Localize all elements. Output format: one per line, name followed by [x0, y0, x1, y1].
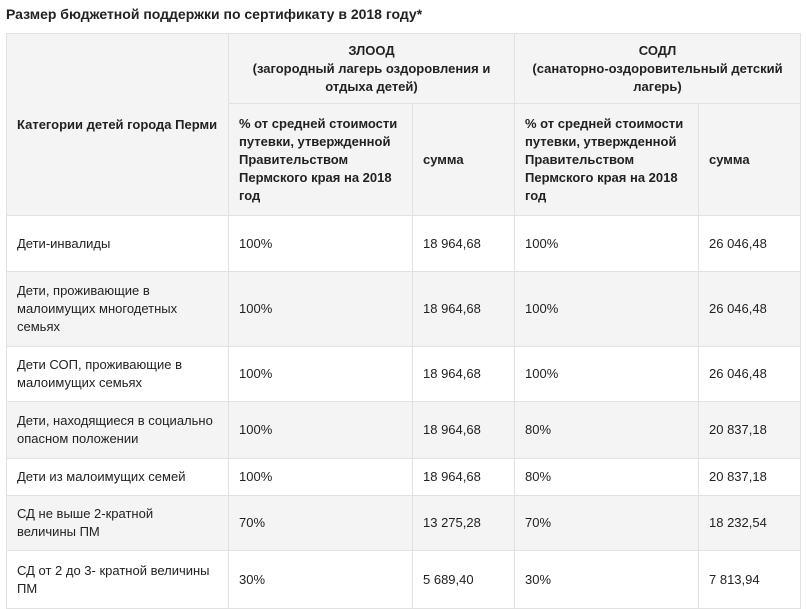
zlood-percent-cell: 100% [229, 459, 413, 496]
zlood-percent-cell: 70% [229, 496, 413, 551]
zlood-sum-cell: 18 964,68 [413, 272, 515, 347]
sodl-sum-cell: 26 046,48 [699, 272, 801, 347]
sodl-percent-cell: 70% [515, 496, 699, 551]
sodl-sum-cell: 20 837,18 [699, 402, 801, 459]
zlood-sum-cell: 18 964,68 [413, 402, 515, 459]
row-category-cell [7, 459, 229, 496]
category-column-header: Категории детей города Перми [7, 34, 229, 216]
table-row [7, 551, 801, 609]
zlood-percent-cell: 100% [229, 347, 413, 402]
zlood-percent-cell: 100% [229, 402, 413, 459]
sodl-percent-cell: 80% [515, 402, 699, 459]
row-category-cell [7, 402, 229, 459]
percent-header-line: год [239, 187, 261, 203]
row-category-line: малоимущих многодетных [17, 301, 178, 316]
percent-header-line: путевки, утвержденной [525, 133, 677, 149]
row-category-line: СД от 2 до 3- кратной величины [17, 562, 210, 578]
sodl-percent-header [515, 104, 699, 216]
zlood-sum-header: сумма [413, 104, 515, 216]
row-category-line: Дети-инвалиды [17, 235, 111, 251]
zlood-percent-cell: 100% [229, 216, 413, 272]
row-category-cell [7, 347, 229, 402]
sodl-percent-cell: 100% [515, 272, 699, 347]
percent-header-line: Пермского края на 2018 [525, 169, 678, 185]
zlood-percent-cell: 30% [229, 551, 413, 609]
row-category-line: опасном положении [17, 431, 139, 446]
zlood-percent-header [229, 104, 413, 216]
sodl-percent-cell: 100% [515, 216, 699, 272]
row-category-line: семьях [17, 319, 60, 334]
zlood-sum-cell: 18 964,68 [413, 459, 515, 496]
sodl-sum-cell: 18 232,54 [699, 496, 801, 551]
row-category-line: малоимущих семьях [17, 375, 143, 390]
table-row [7, 402, 801, 459]
sodl-group-name: СОДЛ [638, 42, 677, 58]
table-body [7, 216, 801, 609]
row-category-cell [7, 216, 229, 272]
sodl-sum-cell: 26 046,48 [699, 216, 801, 272]
sodl-percent-cell: 100% [515, 347, 699, 402]
percent-header-line: Пермского края на 2018 [239, 169, 392, 185]
row-category-line: ПМ [17, 580, 38, 596]
zlood-group-header [229, 34, 515, 104]
sodl-sum-header: сумма [699, 104, 801, 216]
row-category-line: Дети, проживающие в [17, 283, 150, 298]
sodl-sum-cell: 20 837,18 [699, 459, 801, 496]
sodl-percent-cell: 30% [515, 551, 699, 609]
percent-header-line: % от средней стоимости [525, 115, 684, 131]
row-category-cell [7, 272, 229, 347]
zlood-group-desc-line: (загородный лагерь оздоровления и [252, 60, 491, 76]
table-row [7, 272, 801, 347]
sodl-percent-cell: 80% [515, 459, 699, 496]
zlood-sum-cell: 5 689,40 [413, 551, 515, 609]
row-category-cell [7, 551, 229, 609]
zlood-group-name: ЗЛООД [348, 42, 395, 58]
row-category-line: величины ПМ [17, 524, 100, 539]
row-category-line: Дети из малоимущих семей [17, 469, 186, 484]
percent-header-line: путевки, утвержденной [239, 133, 391, 149]
percent-header-line: Правительством [239, 151, 349, 167]
row-category-line: Дети, находящиеся в социально [17, 413, 213, 428]
table-row [7, 347, 801, 402]
zlood-percent-cell: 100% [229, 272, 413, 347]
zlood-sum-cell: 18 964,68 [413, 216, 515, 272]
sodl-sum-cell: 26 046,48 [699, 347, 801, 402]
page-title: Размер бюджетной поддержки по сертификату в 2018 году* [6, 6, 423, 22]
zlood-group-desc-line: отдыха детей) [325, 78, 418, 94]
row-category-line: СД не выше 2-кратной [17, 506, 154, 521]
percent-header-line: % от средней стоимости [239, 115, 398, 131]
zlood-sum-cell: 13 275,28 [413, 496, 515, 551]
sodl-sum-cell: 7 813,94 [699, 551, 801, 609]
percent-header-line: год [525, 187, 547, 203]
percent-header-line: Правительством [525, 151, 635, 167]
row-category-line: Дети СОП, проживающие в [17, 357, 182, 372]
sodl-group-desc-line: лагерь) [633, 78, 682, 94]
sodl-group-header [515, 34, 801, 104]
row-category-cell [7, 496, 229, 551]
sodl-group-desc-line: (санаторно-оздоровительный детский [532, 60, 783, 76]
table-row [7, 216, 801, 272]
table-row [7, 496, 801, 551]
zlood-sum-cell: 18 964,68 [413, 347, 515, 402]
budget-table [6, 33, 801, 609]
table-row [7, 459, 801, 496]
